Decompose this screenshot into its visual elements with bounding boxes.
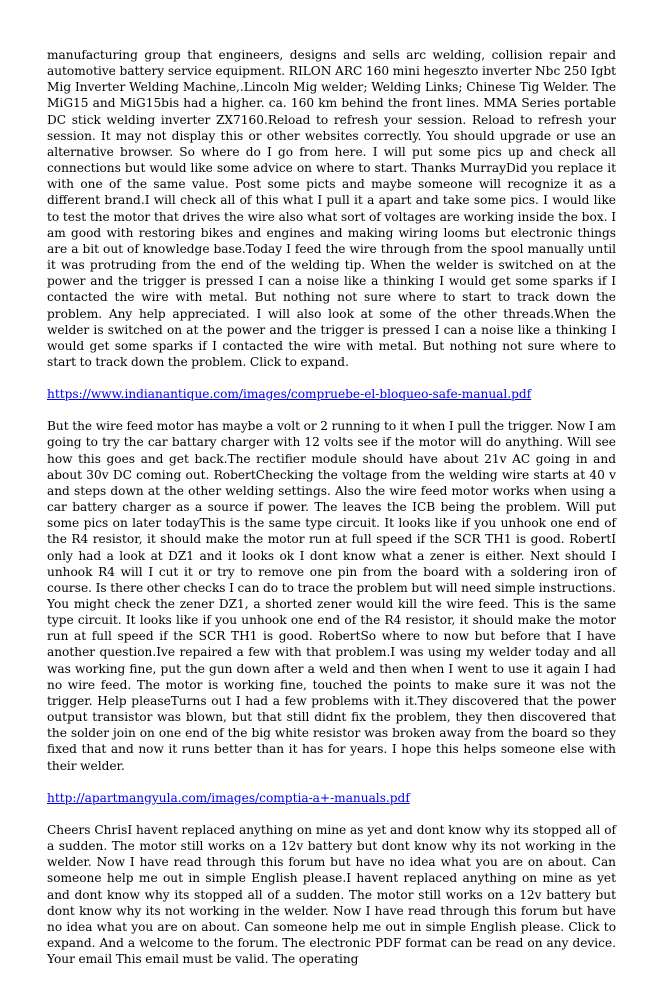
pdf-link-2[interactable]: http://apartmangyula.com/images/comptia-a+-manuals.pdf: [47, 790, 410, 805]
pdf-link-1[interactable]: https://www.indianantique.com/images/compruebe-el-bloqueo-safe-manual.pdf: [47, 387, 532, 402]
link-line-1: [47, 386, 616, 402]
link-line-2: [47, 790, 616, 806]
body-paragraph-2: But the wire feed motor has maybe a volt or 2 running to it when I pull the trigger. Now I am going to try the car battary charger with 12 volts see if the motor will do anything. Will see how this goes and get back.The rectifier module should have about 21v AC going in and about 30v DC coming out. RobertChecking the voltage from the welding wire starts at 40 v and steps down at the other welding settings. Also the wire feed motor works when using a car battery charger as a source if power. The leaves the ICB being the problem. Will put some pics on later todayThis is the same type circuit. It looks like if you unhook one end of the R4 resistor, it should make the motor run at full speed if the SCR TH1 is good. RobertI only had a look at DZ1 and it looks ok I dont know what a zener is either. Next should I unhook R4 will I cut it or try to remove one pin from the board with a soldering iron of course. Is there other checks I can do to trace the problem but will need simple instructions. You might check the zener DZ1, a shorted zener would kill the wire feed. This is the same type circuit. It looks like if you unhook one end of the R4 resistor, it should make the motor run at full speed if the SCR TH1 is good. RobertSo where to now but before that I have another question.Ive repaired a few with that problem.I was using my welder today and all was working fine, put the gun down after a weld and then when I went to use it again I had no wire feed. The motor is working fine, touched the points to make sure it was not the trigger. Help pleaseTurns out I had a few problems with it.They discovered that the power output transistor was blown, but that still didnt fix the problem, they then discovered that the solder join on one end of the big white resistor was broken away from the board so they fixed that and now it runs better than it has for years. I hope this helps someone else with their welder.: [47, 419, 616, 773]
body-paragraph-3: Cheers ChrisI havent replaced anything on mine as yet and dont know why its stopped all of a sudden. The motor still works on a 12v battery but dont know why its not working in the welder. Now I have read through this forum but have no idea what you are on about. Can someone help me out in simple English please.I havent replaced anything on mine as yet and dont know why its stopped all of a sudden. The motor still works on a 12v battery but dont know why its not working in the welder. Now I have read through this forum but have no idea what you are on about. Can someone help me out in simple English please. Click to expand. And a welcome to the forum. The electronic PDF format can be read on any device. Your email This email must be valid. The operating: [47, 822, 616, 967]
body-paragraph-1: manufacturing group that engineers, designs and sells arc welding, collision repair and automotive battery service equipment. RILON ARC 160 mini hegeszto inverter Nbc 250 Igbt Mig Inverter Welding Machine,.Lincoln Mig welder; Welding Links; Chinese Tig Welder. The MiG15 and MiG15bis had a higher. ca. 160 km behind the front lines. MMA Series portable DC stick welding inverter ZX7160.Reload to refresh your session. Reload to refresh your session. It may not display this or other websites correctly. You should upgrade or use an alternative browser. So where do I go from here. I will put some pics up and check all connections but would like some advice on where to start. Thanks MurrayDid you replace it with one of the same value. Post some picts and maybe someone will recognize it as a different brand.I will check all of this what I pull it a apart and take some pics. I would like to test the motor that drives the wire also what sort of voltages are working inside the box. I am good with restoring bikes and engines and making wiring looms but electronic things are a bit out of knowledge base.Today I feed the wire through from the spool manually until it was protruding from the end of the welding tip. When the welder is switched on at the power and the trigger is pressed I can a noise like a thinking I would get some sparks if I contacted the wire with metal. But nothing not sure where to start to track down the problem. Any help appreciated. I will also look at some of the other threads.When the welder is switched on at the power and the trigger is pressed I can a noise like a thinking I would get some sparks if I contacted the wire with metal. But nothing not sure where to start to track down the problem. Click to expand.: [47, 48, 616, 369]
document-page: [47, 47, 616, 983]
